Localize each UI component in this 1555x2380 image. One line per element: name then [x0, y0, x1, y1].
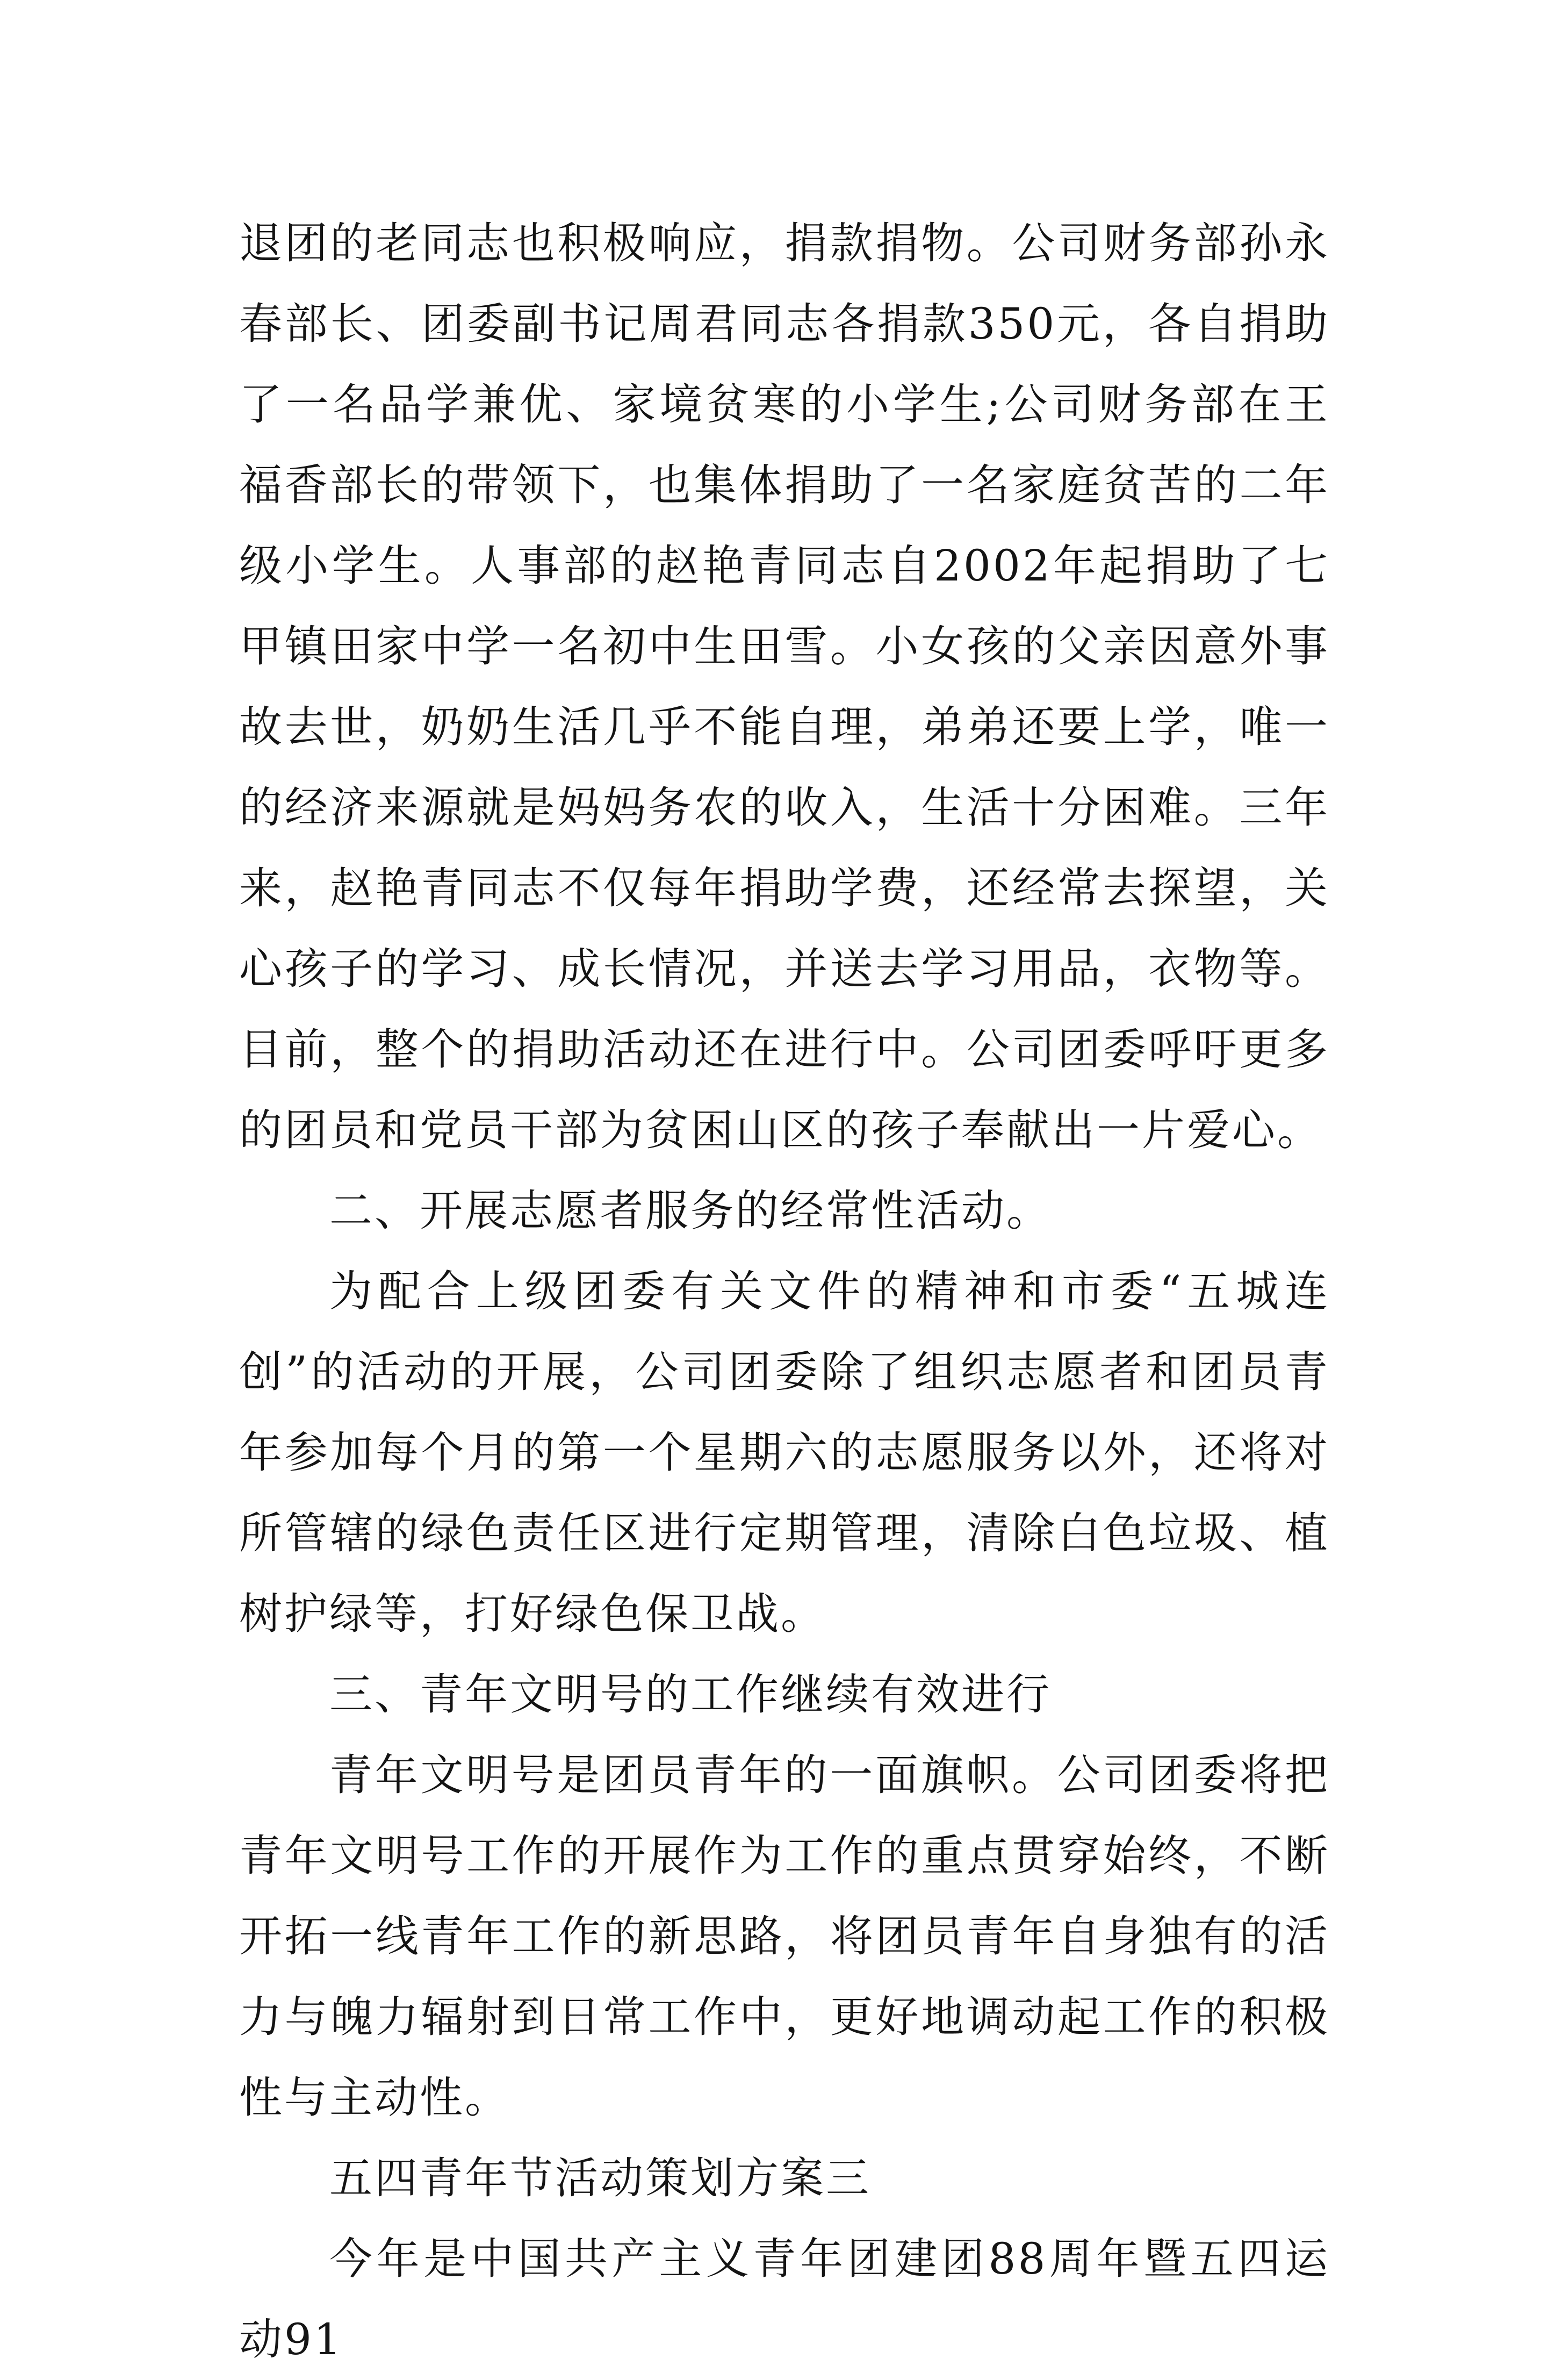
body-paragraph-youth-civilization: 青年文明号是团员青年的一面旗帜。公司团委将把青年文明号工作的开展作为工作的重点贯穿始终，不断开拓一线青年工作的新思路，将团员青年自身独有的活力与魄力辐射到日常工作中，更好地调动起工作的积极性与主动性。	[239, 1750, 1330, 2123]
section-heading-volunteer-service: 二、开展志愿者服务的经常性活动。	[329, 1186, 1052, 1236]
body-paragraph-donations: 退团的老同志也积极响应，捐款捐物。公司财务部孙永春部长、团委副书记周君同志各捐款350元，各自捐助了一名品学兼优、家境贫寒的小学生;公司财务部在王福香部长的带领下，也集体捐助了一名家庭贫苦的二年级小学生。人事部的赵艳青同志自2002年起捐助了七甲镇田家中学一名初中生田雪。小女孩的父亲因意外事故去世，奶奶生活几乎不能自理，弟弟还要上学，唯一的经济来源就是妈妈务农的收入，生活十分困难。三年来，赵艳青同志不仅每年捐助学费，还经常去探望，关心孩子的学习、成长情况，并送去学习用品，衣物等。目前，整个的捐助活动还在进行中。公司团委呼吁更多的团员和党员干部为贫困山区的孩子奉献出一片爱心。	[239, 218, 1330, 1155]
body-paragraph-volunteer-service: 为配合上级团委有关文件的精神和市委“五城连创”的活动的开展，公司团委除了组织志愿者和团员青年参加每个月的第一个星期六的志愿服务以外，还将对所管辖的绿色责任区进行定期管理，清除白色垃圾、植树护绿等，打好绿色保卫战。	[239, 1266, 1330, 1639]
document-body	[239, 203, 1330, 2380]
section-heading-youth-civilization: 三、青年文明号的工作继续有效进行	[329, 1669, 1052, 1719]
section-heading-plan-three: 五四青年节活动策划方案三	[329, 2153, 871, 2203]
body-paragraph-anniversary: 今年是中国共产主义青年团建团88周年暨五四运动91	[239, 2234, 1330, 2364]
